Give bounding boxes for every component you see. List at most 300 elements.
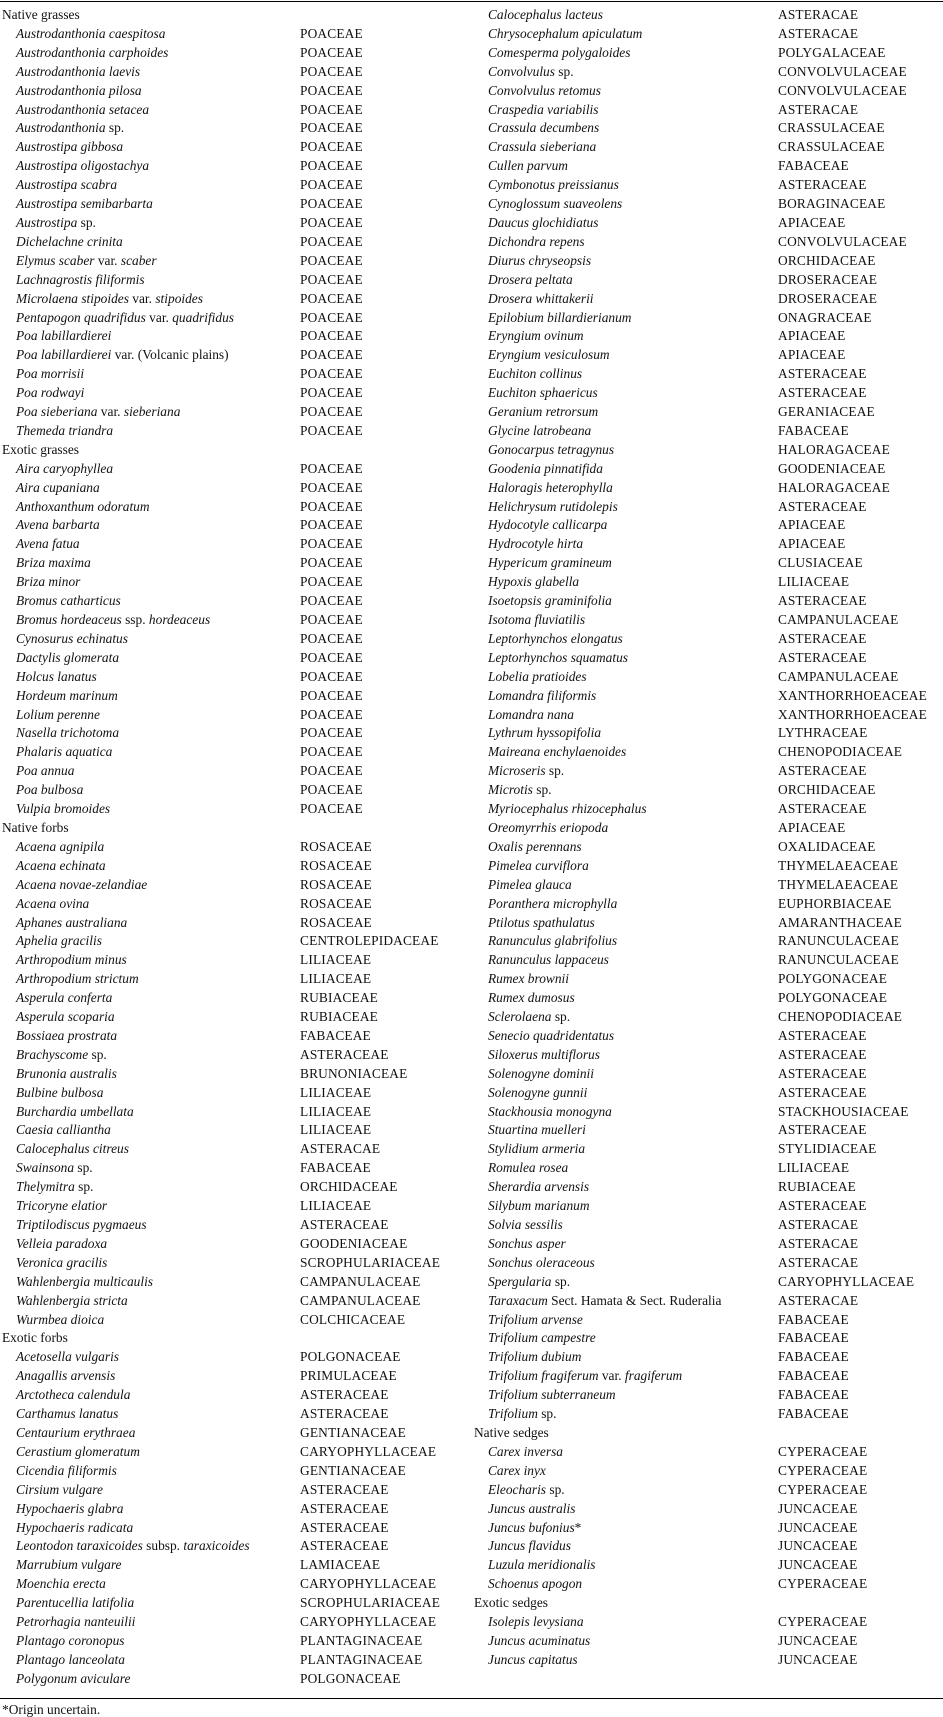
species-name <box>16 1386 130 1405</box>
species-name-italic: Euchiton collinus <box>488 366 583 382</box>
species-name-roman: var. <box>145 309 173 325</box>
family-name: POACEAE <box>300 422 363 438</box>
family-name: CRASSULACEAE <box>778 120 885 136</box>
species-row <box>2 214 472 233</box>
family-name: CONVOLVULACEAE <box>778 63 907 79</box>
species-row <box>2 1121 472 1140</box>
family-name: HALORAGACEAE <box>778 479 890 495</box>
species-name-italic: Eryngium vesiculosum <box>488 347 610 363</box>
species-name <box>488 252 591 271</box>
family-name: POACEAE <box>300 252 363 268</box>
species-name <box>16 44 168 63</box>
species-name <box>16 63 140 82</box>
family-name: FABACEAE <box>778 1330 849 1346</box>
species-name <box>488 1197 590 1216</box>
species-name <box>16 1462 117 1481</box>
species-name <box>488 1121 586 1140</box>
species-name-italic: Schoenus apogon <box>488 1576 583 1592</box>
family-name: LILIACEAE <box>778 1160 850 1176</box>
species-name <box>488 1443 563 1462</box>
species-name <box>488 1575 582 1594</box>
species-row <box>2 951 472 970</box>
family-name: ROSACEAE <box>300 857 372 873</box>
species-name-roman: sp. <box>551 1009 571 1025</box>
species-row <box>2 706 472 725</box>
family-name: POACEAE <box>300 44 363 60</box>
species-name-italic: Poa rodwayi <box>16 385 85 401</box>
species-row <box>474 195 943 214</box>
species-name <box>488 1065 594 1084</box>
species-row <box>2 1159 472 1178</box>
species-name-italic: Trifolium <box>488 1406 538 1422</box>
species-name <box>488 119 599 138</box>
species-name-italic: Arctotheca calendula <box>16 1387 131 1403</box>
species-row <box>474 138 943 157</box>
species-name-italic: Bulbine bulbosa <box>16 1084 104 1100</box>
species-name <box>16 762 74 781</box>
species-row <box>2 498 472 517</box>
species-name <box>488 233 585 252</box>
family-name: CONVOLVULACEAE <box>778 82 907 98</box>
species-name-italic: Anagallis arvensis <box>16 1368 116 1384</box>
species-name-italic: Sonchus asper <box>488 1235 566 1251</box>
species-row <box>474 1140 943 1159</box>
species-name-italic: Caesia calliantha <box>16 1122 111 1138</box>
family-name: POACEAE <box>300 101 363 117</box>
species-name-italic: Themeda triandra <box>16 422 114 438</box>
species-name-italic: Austrodanthonia carphoides <box>16 44 169 60</box>
family-name: ASTERACAE <box>778 1254 859 1270</box>
species-name-italic: Isotoma fluviatilis <box>488 612 586 627</box>
species-row <box>474 1235 943 1254</box>
family-name: POACEAE <box>300 574 363 590</box>
species-row <box>474 800 943 819</box>
species-row <box>474 1216 943 1235</box>
species-name <box>488 1273 570 1292</box>
species-row <box>2 668 472 687</box>
species-row <box>474 1481 943 1500</box>
family-name: ASTERACEAE <box>778 1046 867 1062</box>
species-row <box>474 1046 943 1065</box>
family-name: POACEAE <box>300 555 363 571</box>
species-row <box>2 365 472 384</box>
species-row <box>474 252 943 271</box>
species-name <box>488 290 594 309</box>
species-row <box>2 743 472 762</box>
family-name: PLANTAGINACEAE <box>300 1632 423 1648</box>
family-name: ASTERACEAE <box>778 593 867 609</box>
species-name <box>16 176 117 195</box>
species-row <box>474 630 943 649</box>
species-name-italic: Dactylis glomerata <box>16 649 120 665</box>
species-row <box>474 1292 943 1311</box>
species-name-italic: Diurus chryseopsis <box>488 252 592 268</box>
species-name <box>16 668 97 687</box>
family-name: CONVOLVULACEAE <box>778 233 907 249</box>
species-name-italic: Austrodanthonia laevis <box>16 63 141 79</box>
species-name-italic: Petrorhagia nanteuilii <box>16 1614 136 1630</box>
family-name: POACEAE <box>300 630 363 646</box>
species-name <box>488 214 598 233</box>
family-name: CARYOPHYLLACEAE <box>300 1443 437 1459</box>
family-name: ASTERACEAE <box>300 1500 389 1516</box>
species-name <box>16 1197 107 1216</box>
species-name-italic: Ranunculus lappaceus <box>488 952 609 968</box>
species-name-roman: sp. <box>546 1481 565 1497</box>
family-name: JUNCACEAE <box>778 1519 858 1535</box>
species-name-italic: Anthoxanthum odoratum <box>16 498 150 514</box>
species-row <box>474 554 943 573</box>
species-name-italic: Pimelea glauca <box>488 876 572 892</box>
species-name <box>488 1500 575 1519</box>
species-name <box>16 649 119 668</box>
family-name: SCROPHULARIACEAE <box>300 1595 441 1611</box>
family-name: THYMELAEACEAE <box>778 876 899 892</box>
species-name-italic: Austrodanthonia setacea <box>16 101 150 117</box>
species-name-italic: Oxalis perennans <box>488 838 582 854</box>
species-row <box>2 1311 472 1330</box>
species-name-italic: Convolvulus retomus <box>488 82 601 98</box>
family-name: PLANTAGINACEAE <box>300 1651 423 1667</box>
species-row <box>474 6 943 25</box>
species-name-italic: Hypochaeris radicata <box>16 1519 134 1535</box>
species-name-roman: sp. <box>74 1160 93 1176</box>
species-name-italic: Moenchia erecta <box>16 1576 106 1592</box>
family-name: CYPERACEAE <box>778 1614 868 1630</box>
species-name <box>16 25 165 44</box>
family-name: POACEAE <box>300 385 363 401</box>
species-name-italic: Crassula sieberiana <box>488 139 597 155</box>
species-name <box>16 876 147 895</box>
species-name <box>488 932 617 951</box>
species-name <box>488 1613 584 1632</box>
species-name <box>16 82 142 101</box>
family-name: JUNCACEAE <box>778 1557 858 1573</box>
family-name: ASTERACAE <box>778 25 859 41</box>
family-name: CAMPANULACEAE <box>300 1292 421 1308</box>
species-name <box>16 535 80 554</box>
family-name: ASTERACEAE <box>778 1027 867 1043</box>
species-name <box>488 706 574 725</box>
species-row <box>2 1424 472 1443</box>
species-name-italic: Cynoglossum suaveolens <box>488 196 623 212</box>
family-name: LILIACEAE <box>300 1122 372 1138</box>
species-name-italic: Cymbonotus preissianus <box>488 177 619 193</box>
species-name <box>488 6 603 25</box>
species-name <box>488 195 622 214</box>
species-row <box>474 611 943 630</box>
species-name-italic: Euchiton sphaericus <box>488 385 598 401</box>
species-name-roman: sp. <box>77 214 96 230</box>
species-row <box>474 1178 943 1197</box>
species-row <box>474 914 943 933</box>
family-name: ASTERACAE <box>778 1217 859 1232</box>
species-name-italic: Juncus australis <box>488 1500 576 1516</box>
species-row <box>474 876 943 895</box>
species-row <box>474 573 943 592</box>
species-row <box>474 441 943 460</box>
family-name: FABACEAE <box>300 1027 371 1043</box>
family-name: POACEAE <box>300 366 363 382</box>
species-row <box>2 876 472 895</box>
species-name <box>16 1613 135 1632</box>
family-name: POACEAE <box>300 177 363 193</box>
family-name: ASTERACAE <box>778 101 859 117</box>
species-row <box>2 1443 472 1462</box>
species-name-italic: Ptilotus spathulatus <box>488 914 595 930</box>
bottom-rule <box>0 1698 943 1699</box>
family-name: APIACEAE <box>778 328 846 344</box>
species-row <box>474 1254 943 1273</box>
species-name <box>488 1386 616 1405</box>
species-row <box>474 327 943 346</box>
species-row <box>474 63 943 82</box>
species-name <box>488 838 582 857</box>
group-heading-label: Exotic sedges <box>474 1595 549 1611</box>
species-name-italic: Aira caryophyllea <box>16 460 114 476</box>
species-name <box>16 1348 119 1367</box>
species-name-italic: Asperula scoparia <box>16 1009 115 1025</box>
species-name-italic: Juncus bufonius <box>488 1519 575 1535</box>
species-name <box>488 157 568 176</box>
species-name-roman: var. <box>128 290 156 306</box>
family-name: CARYOPHYLLACEAE <box>778 1273 915 1289</box>
species-name-italic: Lachnagrostis filiformis <box>16 271 145 287</box>
species-name <box>488 970 569 989</box>
species-row <box>2 573 472 592</box>
species-name-italic: Eryngium ovinum <box>488 328 584 344</box>
family-name: RUBIACEAE <box>778 1179 856 1195</box>
species-name-italic: Acaena novae-zelandiae <box>16 876 148 892</box>
species-name-italic: quadrifidus <box>172 309 234 325</box>
family-name: JUNCACEAE <box>778 1500 858 1516</box>
species-row <box>2 346 472 365</box>
species-name <box>488 1462 546 1481</box>
species-name-italic: Leontodon taraxicoides <box>16 1538 143 1554</box>
species-row <box>2 1348 472 1367</box>
family-name: CAMPANULACEAE <box>300 1273 421 1289</box>
family-name: CARYOPHYLLACEAE <box>300 1576 437 1592</box>
species-name <box>488 384 598 403</box>
species-name-italic: Austrostipa oligostachya <box>16 158 150 174</box>
species-name <box>16 706 100 725</box>
species-name-italic: Acaena ovina <box>16 895 90 911</box>
species-name-italic: Lomandra filiformis <box>488 687 597 703</box>
species-name <box>16 1481 103 1500</box>
family-name: POACEAE <box>300 404 363 420</box>
species-row <box>474 932 943 951</box>
species-name <box>16 743 112 762</box>
species-name-italic: Veronica gracilis <box>16 1254 108 1270</box>
species-row <box>474 668 943 687</box>
family-name: ASTERACEAE <box>778 1065 867 1081</box>
family-name: POACEAE <box>300 725 363 741</box>
family-name: FABACEAE <box>300 1160 371 1176</box>
family-name: ORCHIDACEAE <box>778 252 876 268</box>
family-name: CYPERACEAE <box>778 1462 868 1478</box>
species-name-italic: Marrubium vulgare <box>16 1557 122 1573</box>
species-name <box>16 1235 107 1254</box>
species-row <box>2 1500 472 1519</box>
species-name <box>16 1178 93 1197</box>
group-heading <box>474 1424 943 1443</box>
family-name: BRUNONIACEAE <box>300 1065 408 1081</box>
species-row <box>2 403 472 422</box>
species-name-italic: Centaurium erythraea <box>16 1424 136 1440</box>
species-name-roman: subsp. <box>142 1538 184 1554</box>
species-name-italic: Bromus hordeaceus <box>16 612 122 627</box>
species-row <box>2 1197 472 1216</box>
family-name: POACEAE <box>300 139 363 155</box>
species-name <box>488 573 579 592</box>
species-name-italic: Stackhousia monogyna <box>488 1103 612 1119</box>
species-row <box>474 857 943 876</box>
family-name: FABACEAE <box>778 422 849 438</box>
species-name-italic: Lolium perenne <box>16 706 100 722</box>
species-name-italic: Poa annua <box>16 763 75 779</box>
species-row <box>474 762 943 781</box>
species-row <box>474 1462 943 1481</box>
family-name: ASTERACEAE <box>778 1122 867 1138</box>
species-name-italic: Cicendia filiformis <box>16 1462 117 1478</box>
species-name-italic: Aphelia gracilis <box>16 933 102 949</box>
family-name: ROSACEAE <box>300 914 372 930</box>
species-name-italic: Phalaris aquatica <box>16 744 113 760</box>
species-name <box>16 1084 103 1103</box>
family-name: ASTERACEAE <box>300 1046 389 1062</box>
species-name-roman: sp. <box>88 1046 107 1062</box>
species-name-italic: Taraxacum <box>488 1292 548 1308</box>
family-name: ASTERACEAE <box>300 1538 389 1554</box>
species-name <box>16 1405 118 1424</box>
species-row <box>2 157 472 176</box>
group-heading-label: Native grasses <box>2 7 80 22</box>
group-heading <box>2 819 472 838</box>
family-name: OXALIDACEAE <box>778 838 876 854</box>
species-row <box>2 895 472 914</box>
species-name-italic: Wurmbea dioica <box>16 1311 105 1327</box>
species-row <box>474 346 943 365</box>
species-name <box>16 1311 104 1330</box>
species-name-italic: Juncus flavidus <box>488 1538 571 1554</box>
species-name-italic: Calocephalus citreus <box>16 1141 129 1157</box>
species-name-italic: Bromus catharticus <box>16 593 121 609</box>
species-row <box>474 1556 943 1575</box>
family-name: POACEAE <box>300 290 363 306</box>
family-name: POACEAE <box>300 479 363 495</box>
species-name <box>16 214 96 233</box>
species-name-italic: Sonchus oleraceous <box>488 1254 595 1270</box>
family-name: APIACEAE <box>778 819 846 835</box>
group-heading-label: Exotic grasses <box>2 441 79 457</box>
species-name-italic: Drosera whittakerii <box>488 290 594 306</box>
species-row <box>2 857 472 876</box>
species-name-italic: Gonocarpus tetragynus <box>488 441 615 457</box>
family-name: COLCHICACEAE <box>300 1311 406 1327</box>
family-name: FABACEAE <box>778 1368 849 1384</box>
species-row <box>474 970 943 989</box>
species-row <box>2 290 472 309</box>
species-name <box>488 687 596 706</box>
species-row <box>2 1405 472 1424</box>
species-name-italic: Microtis <box>488 782 533 798</box>
species-name-italic: Sherardia arvensis <box>488 1179 590 1195</box>
species-name <box>16 138 123 157</box>
species-name-italic: Asperula conferta <box>16 990 113 1006</box>
species-name <box>488 479 613 498</box>
species-name-roman: var. (Volcanic plains) <box>111 347 229 363</box>
species-name <box>488 309 631 328</box>
family-name: LILIACEAE <box>300 971 372 987</box>
species-name <box>16 1046 107 1065</box>
group-heading <box>2 6 472 25</box>
family-name: ASTERACAE <box>300 1141 381 1157</box>
species-name <box>16 1292 128 1311</box>
species-row <box>474 951 943 970</box>
species-row <box>474 724 943 743</box>
species-name-italic: Austrodanthonia pilosa <box>16 82 142 98</box>
species-name <box>488 630 623 649</box>
species-name <box>16 460 113 479</box>
species-name-italic: Stylidium armeria <box>488 1141 586 1157</box>
species-name <box>16 422 113 441</box>
species-name-italic: Trifolium arvense <box>488 1311 583 1327</box>
family-name: ONAGRACEAE <box>778 309 872 325</box>
species-name-italic: Briza minor <box>16 574 81 590</box>
species-name <box>16 1121 111 1140</box>
family-name: CHENOPODIACEAE <box>778 744 903 760</box>
left-column <box>2 6 472 1689</box>
species-name <box>16 1594 134 1613</box>
family-name: LILIACEAE <box>300 1103 372 1119</box>
species-row <box>2 970 472 989</box>
species-name <box>488 441 614 460</box>
species-name-italic: Isolepis levysiana <box>488 1614 584 1630</box>
species-row <box>2 592 472 611</box>
species-name-italic: Goodenia pinnatifida <box>488 460 603 476</box>
species-name-italic: Wahlenbergia stricta <box>16 1292 128 1308</box>
species-row <box>2 271 472 290</box>
family-name: ASTERACEAE <box>300 1519 389 1535</box>
species-name-italic: Acaena agnipila <box>16 838 105 854</box>
species-name-italic: Poa bulbosa <box>16 782 84 798</box>
species-row <box>2 1632 472 1651</box>
footnote: *Origin uncertain. <box>2 1702 101 1717</box>
species-name <box>488 1178 589 1197</box>
family-name: XANTHORRHOEACEAE <box>778 706 927 722</box>
species-name <box>16 290 203 309</box>
species-row <box>2 195 472 214</box>
family-name: POACEAE <box>300 517 363 533</box>
species-name-italic: Ranunculus glabrifolius <box>488 933 618 949</box>
species-name <box>488 138 596 157</box>
species-row <box>2 554 472 573</box>
family-name: POACEAE <box>300 214 363 230</box>
species-name <box>488 1084 587 1103</box>
species-row <box>2 1386 472 1405</box>
family-name: ROSACEAE <box>300 838 372 854</box>
family-name: ORCHIDACEAE <box>778 782 876 798</box>
species-name <box>16 1159 93 1178</box>
species-name <box>488 1481 565 1500</box>
species-name-italic: Microlaena stipoides <box>16 290 129 306</box>
species-name-italic: Rumex dumosus <box>488 990 575 1006</box>
species-row <box>2 724 472 743</box>
group-heading-label: Native sedges <box>474 1424 549 1440</box>
family-name: ROSACEAE <box>300 895 372 911</box>
species-name <box>16 895 89 914</box>
species-name <box>16 1254 107 1273</box>
